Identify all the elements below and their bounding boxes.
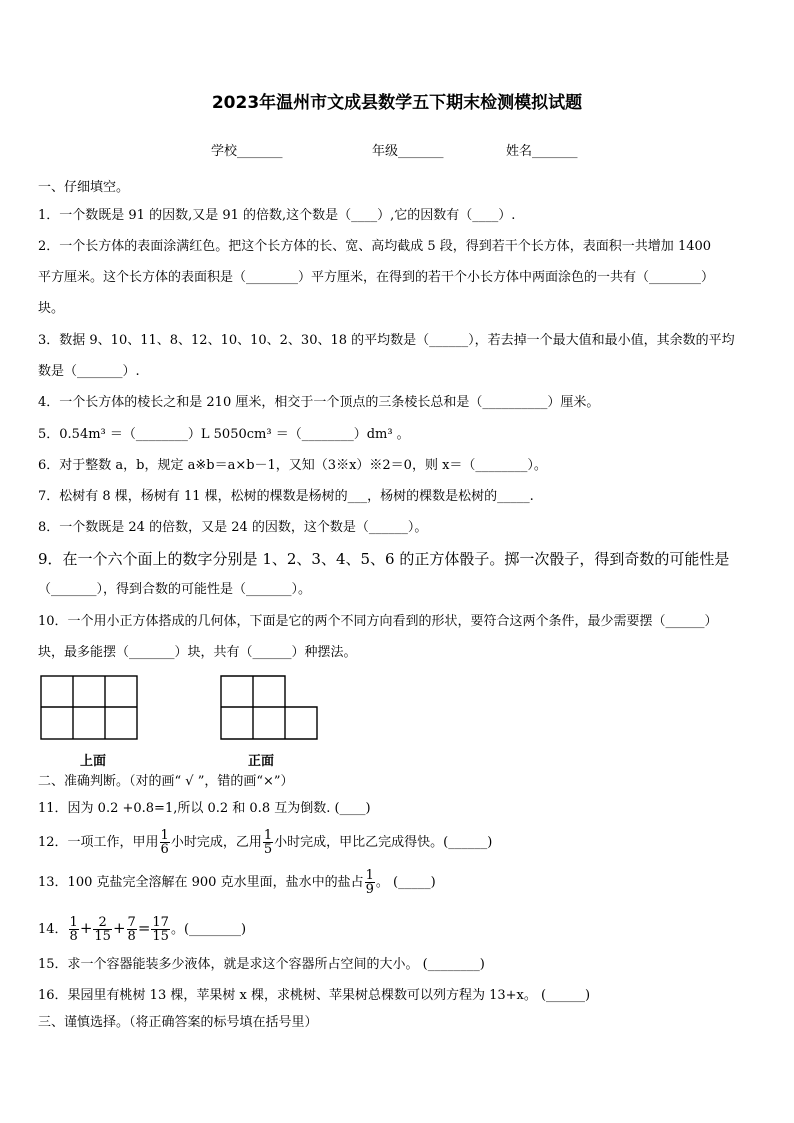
- fraction: $\frac{17}{15}$: [152, 915, 169, 944]
- fraction: $\frac{1}{6}$: [160, 828, 169, 857]
- question-10-line-2: 块，最多能摆（_______）块，共有（______）种摆法。: [38, 645, 357, 660]
- fraction: $\frac{7}{8}$: [127, 915, 136, 944]
- top-view-grid: [40, 675, 138, 740]
- question-2-line-1: 2．一个长方体的表面涂满红色。把这个长方体的长、宽、高均截成 5 段，得到若干个长方体，表面积一共增加 1400: [38, 239, 712, 254]
- question-2-line-2: 平方厘米。这个长方体的表面积是（________）平方厘米，在得到的若干个小长方体中两面涂色的一共有（________）: [38, 270, 715, 285]
- question-12-text: 小时完成，乙用: [170, 835, 262, 850]
- front-view-grid: [220, 675, 319, 740]
- question-13-text: 13．100 克盐完全溶解在 900 克水里面，盐水中的盐占: [38, 875, 364, 890]
- question-12: [38, 826, 758, 860]
- question-6: 6．对于整数 a，b，规定 a※b＝a×b－1，又知（3※x）※2＝0，则 x＝（________）。: [38, 458, 547, 473]
- question-13: [38, 866, 758, 900]
- grade-field: 年级_______: [372, 144, 444, 159]
- question-2-line-3: 块。: [38, 301, 65, 316]
- question-1: 1．一个数既是 91 的因数,又是 91 的倍数,这个数是（____）,它的因数有（____）.: [38, 208, 516, 223]
- question-13-text: 。 (_____): [375, 875, 436, 890]
- question-11: 11．因为 0.2 +0.8=1,所以 0.2 和 0.8 互为倒数. (____): [38, 801, 371, 816]
- question-10-line-1: 10．一个用小正方体搭成的几何体，下面是它的两个不同方向看到的形状，要符合这两个条件，最少需要摆（______）: [38, 614, 718, 629]
- question-3-line-2: 数是（_______）.: [38, 364, 140, 379]
- school-field: 学校_______: [211, 144, 283, 159]
- question-7: 7．松树有 8 棵，杨树有 11 棵，松树的棵数是杨树的___，杨树的棵数是松树的_____.: [38, 489, 534, 504]
- section-heading: 二、准确判断。（对的画“ √ ”，错的画“×”）: [38, 774, 294, 789]
- fraction: $\frac{2}{15}$: [94, 915, 111, 944]
- question-5: 5．0.54m³ ＝（________）L 5050cm³ ＝（________）dm³ 。: [38, 427, 410, 442]
- question-4: 4．一个长方体的棱长之和是 210 厘米，相交于一个顶点的三条棱长总和是（__________）厘米。: [38, 395, 600, 410]
- question-8: 8．一个数既是 24 的倍数，又是 24 的因数，这个数是（______）。: [38, 520, 428, 535]
- question-15: 15．求一个容器能装多少液体，就是求这个容器所占空间的大小。 (________): [38, 957, 485, 972]
- fraction: $\frac{1}{8}$: [69, 915, 78, 944]
- page-title: 2023年温州市文成县数学五下期末检测模拟试题: [211, 93, 583, 113]
- fraction: $\frac{1}{9}$: [365, 868, 374, 897]
- top-view-caption: 上面: [80, 754, 107, 769]
- fraction: $\frac{1}{5}$: [263, 828, 273, 857]
- question-12-text: 小时完成，甲比乙完成得快。(______): [274, 835, 493, 850]
- section-heading: 一、仔细填空。: [38, 180, 130, 195]
- question-9-line-2: （_______），得到合数的可能性是（_______）。: [38, 582, 312, 597]
- section-heading: 三、谨慎选择。（将正确答案的标号填在括号里）: [38, 1015, 318, 1030]
- name-field: 姓名_______: [506, 144, 578, 159]
- question-3-line-1: 3．数据 9、10、11、8、12、10、10、2、30、18 的平均数是（______），若去掉一个最大值和最小值，其余数的平均: [38, 333, 735, 348]
- question-12-text: 12．一项工作，甲用: [38, 835, 159, 850]
- question-14: 14． $\frac{1}{8}$ + $\frac{2}{15}$ + $\frac{7}{8}$ = $\frac{17}{15}$ 。(________): [38, 915, 247, 944]
- question-9-line-1: 9．在一个六个面上的数字分别是 1、2、3、4、5、6 的正方体骰子。掷一次骰子，得到奇数的可能性是: [38, 550, 730, 568]
- question-16: 16．果园里有桃树 13 棵，苹果树 x 棵，求桃树、苹果树总棵数可以列方程为 13+x。 (______): [38, 988, 591, 1003]
- front-view-caption: 正面: [248, 754, 275, 769]
